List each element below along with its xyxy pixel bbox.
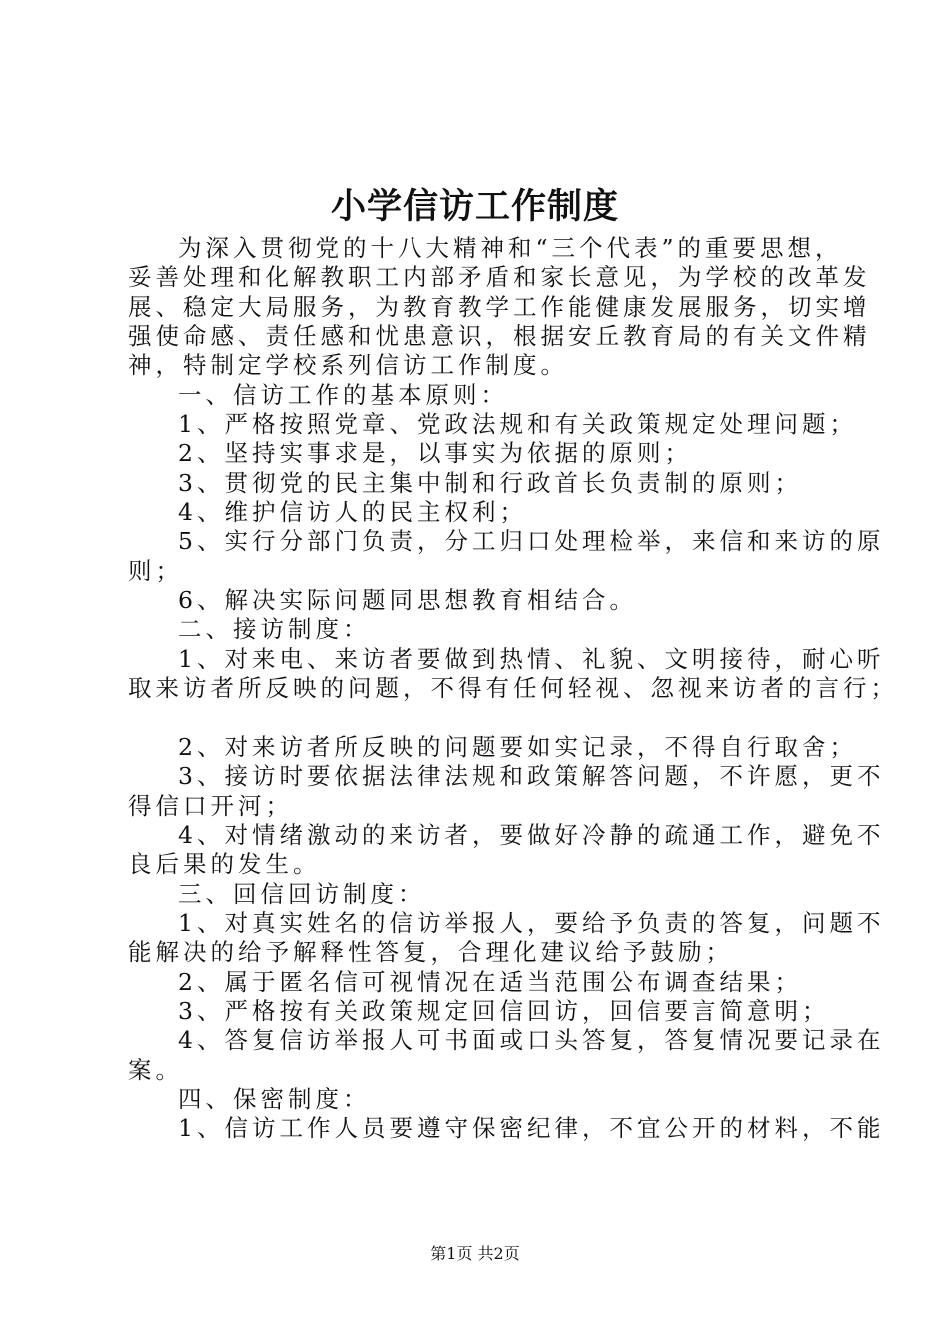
text-line: 6、解决实际问题同思想教育相结合。 [178, 586, 637, 615]
text-line: 3、严格按有关政策规定回信回访，回信要言简意明； [178, 996, 830, 1025]
text-line: 3、接访时要依据法律法规和政策解答问题，不许愿，更不 [178, 762, 885, 791]
document-body [128, 234, 898, 1144]
text-line: 强使命感、责任感和忧患意识，根据安丘教育局的有关文件精 [128, 322, 871, 351]
text-line: 4、对情绪激动的来访者，要做好冷静的疏通工作，避免不 [178, 820, 885, 849]
text-line: 为深入贯彻党的十八大精神和“三个代表”的重要思想， [178, 234, 843, 262]
text-line: 良后果的发生。 [128, 850, 321, 879]
text-line: 妥善处理和化解教职工内部矛盾和家长意见，为学校的改革发 [128, 263, 871, 292]
text-line: 1、信访工作人员要遵守保密纪律，不宜公开的材料，不能 [178, 1114, 885, 1143]
text-line: 2、对来访者所反映的问题要如实记录，不得自行取舍； [178, 732, 857, 761]
text-line: 4、维护信访人的民主权利； [178, 498, 527, 527]
text-line: 得信口开河； [128, 791, 293, 820]
page-footer: 第1页 共2页 [430, 1244, 520, 1263]
text-line: 展、稳定大局服务，为教育教学工作能健康发展服务，切实增 [128, 292, 871, 321]
text-line: 四、保密制度： [178, 1084, 371, 1113]
blank-line [128, 704, 840, 733]
text-line: 1、对来电、来访者要做到热情、礼貌、文明接待，耐心听 [178, 644, 885, 673]
page-title: 小学信访工作制度 [330, 186, 619, 227]
text-line: 能解决的给予解释性答复，合理化建议给予鼓励； [128, 938, 733, 967]
text-line: 1、对真实姓名的信访举报人，要给予负责的答复，问题不 [178, 908, 885, 937]
text-line: 2、属于匿名信可视情况在适当范围公布调查结果； [178, 967, 802, 996]
text-line: 取来访者所反映的问题，不得有任何轻视、忽视来访者的言行； [128, 674, 898, 703]
text-line: 3、贯彻党的民主集中制和行政首长负责制的原则； [178, 468, 802, 497]
text-line: 1、严格按照党章、党政法规和有关政策规定处理问题； [178, 410, 857, 439]
text-line: 三、回信回访制度： [178, 879, 426, 908]
text-line: 则； [128, 556, 183, 585]
text-line: 4、答复信访举报人可书面或口头答复，答复情况要记录在 [178, 1026, 885, 1055]
text-line: 案。 [128, 1055, 183, 1084]
text-line: 2、坚持实事求是，以事实为依据的原则； [178, 439, 692, 468]
text-line: 一、信访工作的基本原则： [178, 380, 508, 409]
text-line: 二、接访制度： [178, 615, 371, 644]
text-line: 神，特制定学校系列信访工作制度。 [128, 351, 568, 380]
text-line: 5、实行分部门负责，分工归口处理检举，来信和来访的原 [178, 527, 885, 556]
